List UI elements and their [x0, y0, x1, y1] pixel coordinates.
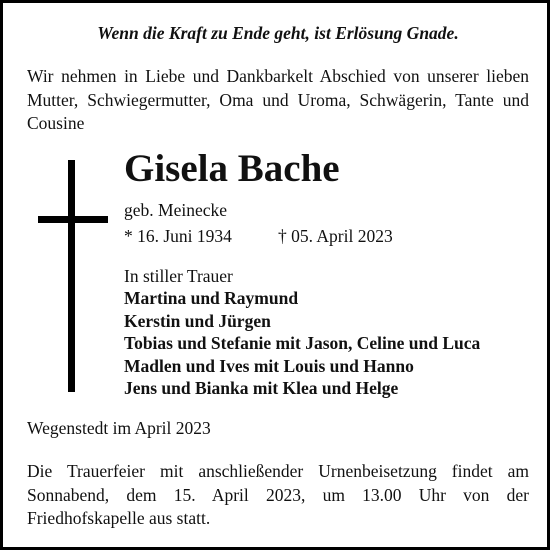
birth-date: * 16. Juni 1934: [124, 226, 232, 246]
service-paragraph: Die Trauerfeier mit anschließender Urnenbeisetzung findet am Sonnabend, dem 15. April 2023, um 13.00 Uhr von der Friedhofskapelle aus statt.: [27, 461, 529, 528]
mourner-line: Martina und Raymund: [124, 288, 299, 309]
maiden-name: geb. Meinecke: [124, 200, 228, 220]
mourner-line: Tobias und Stefanie mit Jason, Celine und Luca: [124, 333, 481, 354]
deceased-name: Gisela Bache: [124, 147, 340, 190]
latin-cross-icon: [38, 160, 108, 392]
mourner-line: Madlen und Ives mit Louis und Hanno: [124, 355, 414, 376]
intro-paragraph: Wir nehmen in Liebe und Dankbarkelt Abschied von unserer lieben Mutter, Schwiegermutter, Oma und Uroma, Schwägerin, Tante und Cousine: [27, 66, 529, 133]
cross-vertical-beam: [68, 160, 75, 392]
mourners-block: [124, 265, 534, 399]
death-date: † 05. April 2023: [278, 226, 393, 246]
motto-line: Wenn die Kraft zu Ende geht, ist Erlösung Gnade.: [97, 23, 459, 43]
mourner-line: Kerstin und Jürgen: [124, 310, 271, 331]
mourner-line: Jens und Bianka mit Klea und Helge: [124, 378, 399, 399]
place-date: Wegenstedt im April 2023: [27, 418, 211, 438]
mourners-intro: In stiller Trauer: [124, 266, 233, 286]
cross-horizontal-beam: [38, 216, 108, 223]
